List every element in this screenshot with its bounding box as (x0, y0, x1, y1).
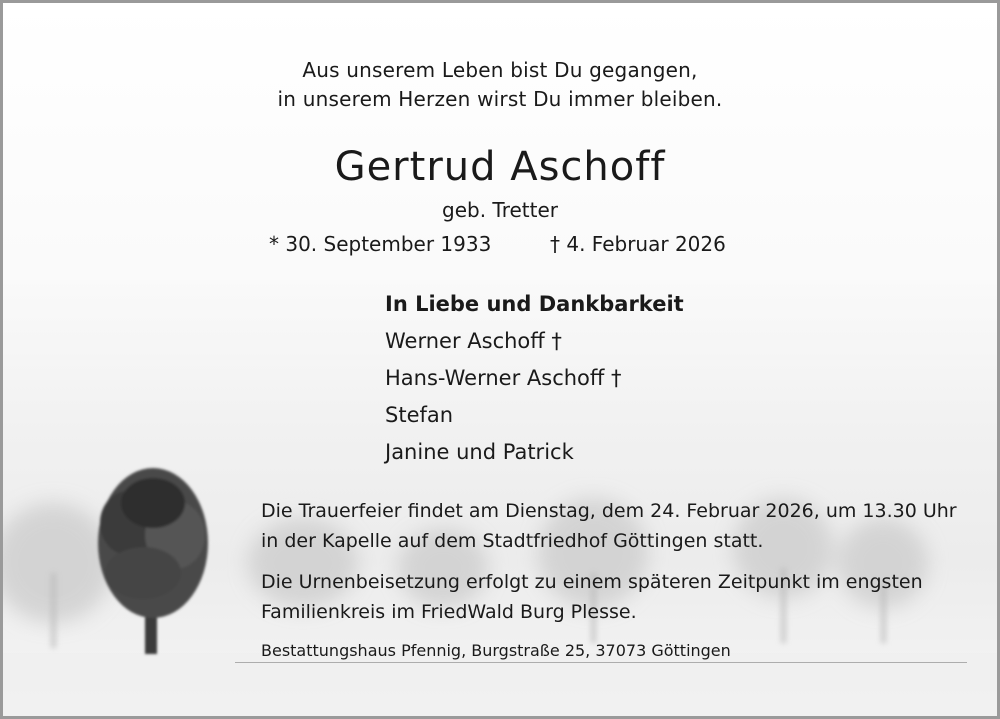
birth-name: geb. Tretter (442, 198, 558, 222)
verse-line: in unserem Herzen wirst Du immer bleiben. (277, 87, 723, 111)
mourners-heading: In Liebe und Dankbarkeit (385, 292, 684, 316)
service-info-line: Die Urnenbeisetzung erfolgt zu einem späteren Zeitpunkt im engsten (261, 571, 923, 593)
service-info-line: Familienkreis im FriedWald Burg Plesse. (261, 601, 637, 623)
birth-date: * 30. September 1933 (269, 232, 492, 256)
mourner-name: Stefan (385, 403, 454, 427)
death-date: † 4. Februar 2026 (550, 232, 726, 256)
mourner-name: Janine und Patrick (385, 440, 574, 464)
service-info-line: Die Trauerfeier findet am Dienstag, dem 24. Februar 2026, um 13.30 Uhr (261, 500, 957, 522)
verse-line: Aus unserem Leben bist Du gegangen, (302, 58, 698, 82)
mourner-name: Hans-Werner Aschoff † (385, 366, 622, 390)
deceased-name: Gertrud Aschoff (334, 144, 666, 190)
tree-image (98, 468, 208, 654)
funeral-home-address: Bestattungshaus Pfennig, Burgstraße 25, 37073 Göttingen (261, 641, 731, 660)
service-info-line: in der Kapelle auf dem Stadtfriedhof Göttingen statt. (261, 530, 764, 552)
mourner-name: Werner Aschoff † (385, 329, 562, 353)
